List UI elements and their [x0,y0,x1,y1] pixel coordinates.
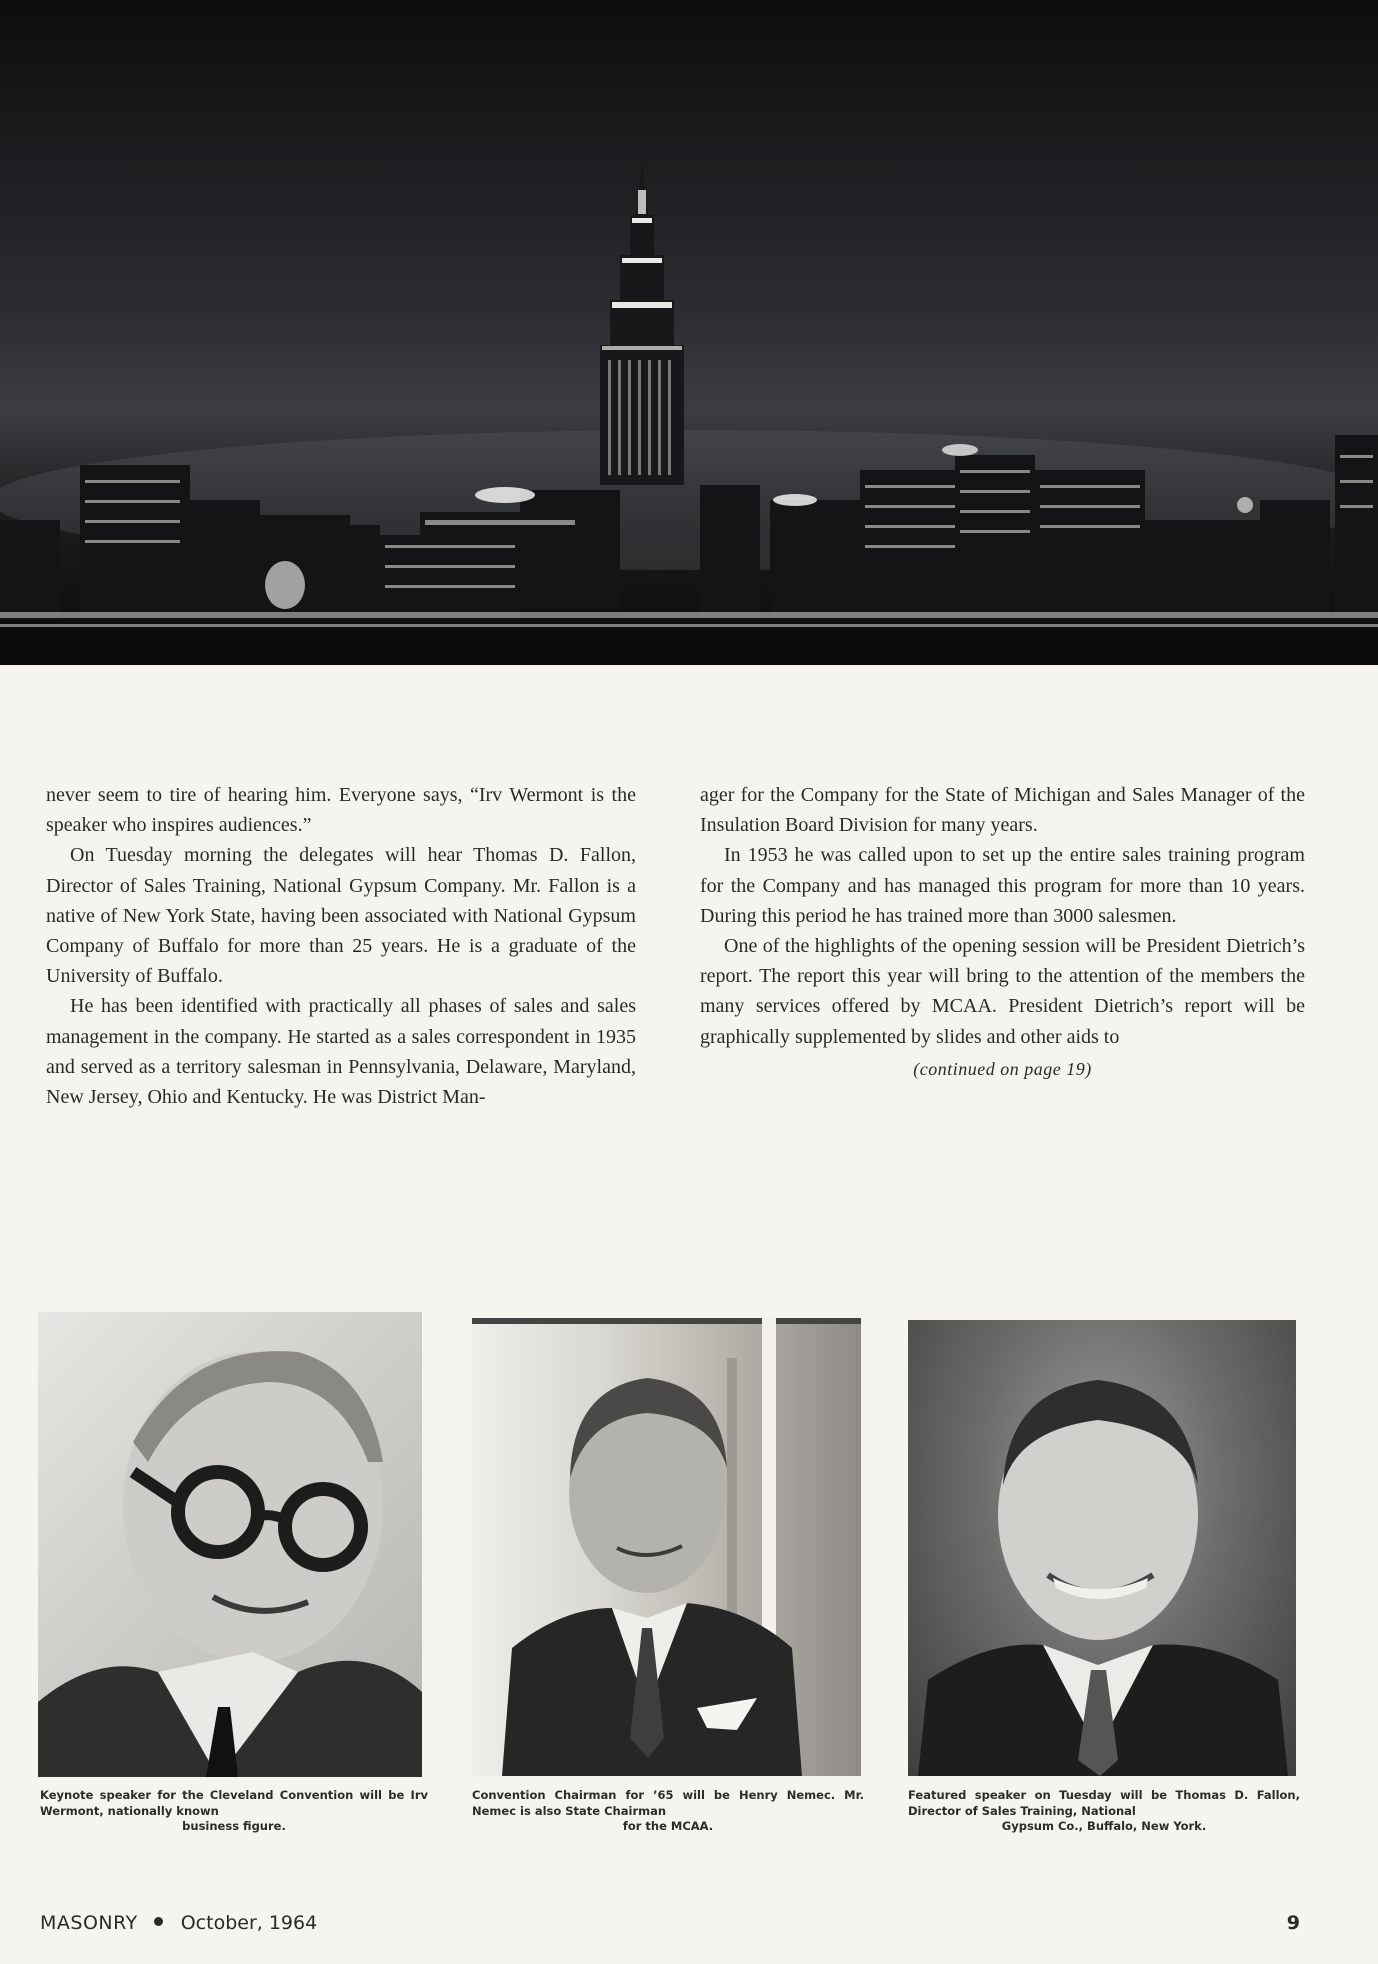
portrait-photo-nemec [472,1318,861,1776]
paragraph: In 1953 he was called upon to set up the entire sales training program for the Company and has managed this program for more than 10 years. During this period he has trained more than 3000 salesmen. [700,844,1305,927]
caption-text-last-line: for the MCAA. [622,1819,714,1833]
bullet-icon [154,1917,163,1926]
paragraph: One of the highlights of the opening session will be President Dietrich’s report. The report this year will bring to the attention of the members the many services offered by MCAA. President Dietrich’s report will be graphically supplemented by slides and other aids to [700,935,1305,1048]
caption-text: Convention Chairman for ’65 will be Henry Nemec. Mr. Nemec is also State Chairman [472,1788,864,1818]
caption-text: Keynote speaker for the Cleveland Convention will be Irv Wermont, nationally known [40,1788,428,1818]
paragraph: never seem to tire of hearing him. Everyone says, “Irv Wermont is the speaker who inspires audiences.” [46,784,636,837]
page-number: 9 [1286,1912,1300,1934]
portrait-photo-wermont [38,1312,422,1777]
page-footer [40,1912,1300,1934]
article-column-right [700,780,1305,1084]
issue-date: October, 1964 [180,1912,318,1934]
caption-text-last-line: Gypsum Co., Buffalo, New York. [1001,1819,1207,1833]
skyline-photo [0,0,1378,665]
caption-text-last-line: business figure. [182,1819,286,1833]
continued-note: (continued on page 19) [913,1058,1092,1079]
caption-text: Featured speaker on Tuesday will be Thomas D. Fallon, Director of Sales Training, National [908,1788,1300,1818]
portrait-photo-fallon [908,1320,1296,1776]
paragraph: On Tuesday morning the delegates will hear Thomas D. Fallon, Director of Sales Training, National Gypsum Company. Mr. Fallon is a native of New York State, having been associated with National Gypsum Company of Buffalo for more than 25 years. He is a graduate of the University of Buffalo. [46,844,636,988]
article-column-left [46,780,636,1112]
paragraph: He has been identified with practically all phases of sales and sales management in the company. He started as a sales correspondent in 1935 and served as a territory salesman in Pennsylvania, Delaware, Maryland, New Jersey, Ohio and Kentucky. He was District Man- [46,995,636,1109]
photo-caption-right [908,1788,1300,1835]
photo-caption-middle [472,1788,864,1835]
magazine-name: MASONRY [40,1912,138,1934]
paragraph: ager for the Company for the State of Michigan and Sales Manager of the Insulation Board Division for many years. [700,784,1305,837]
photo-caption-left [40,1788,428,1835]
